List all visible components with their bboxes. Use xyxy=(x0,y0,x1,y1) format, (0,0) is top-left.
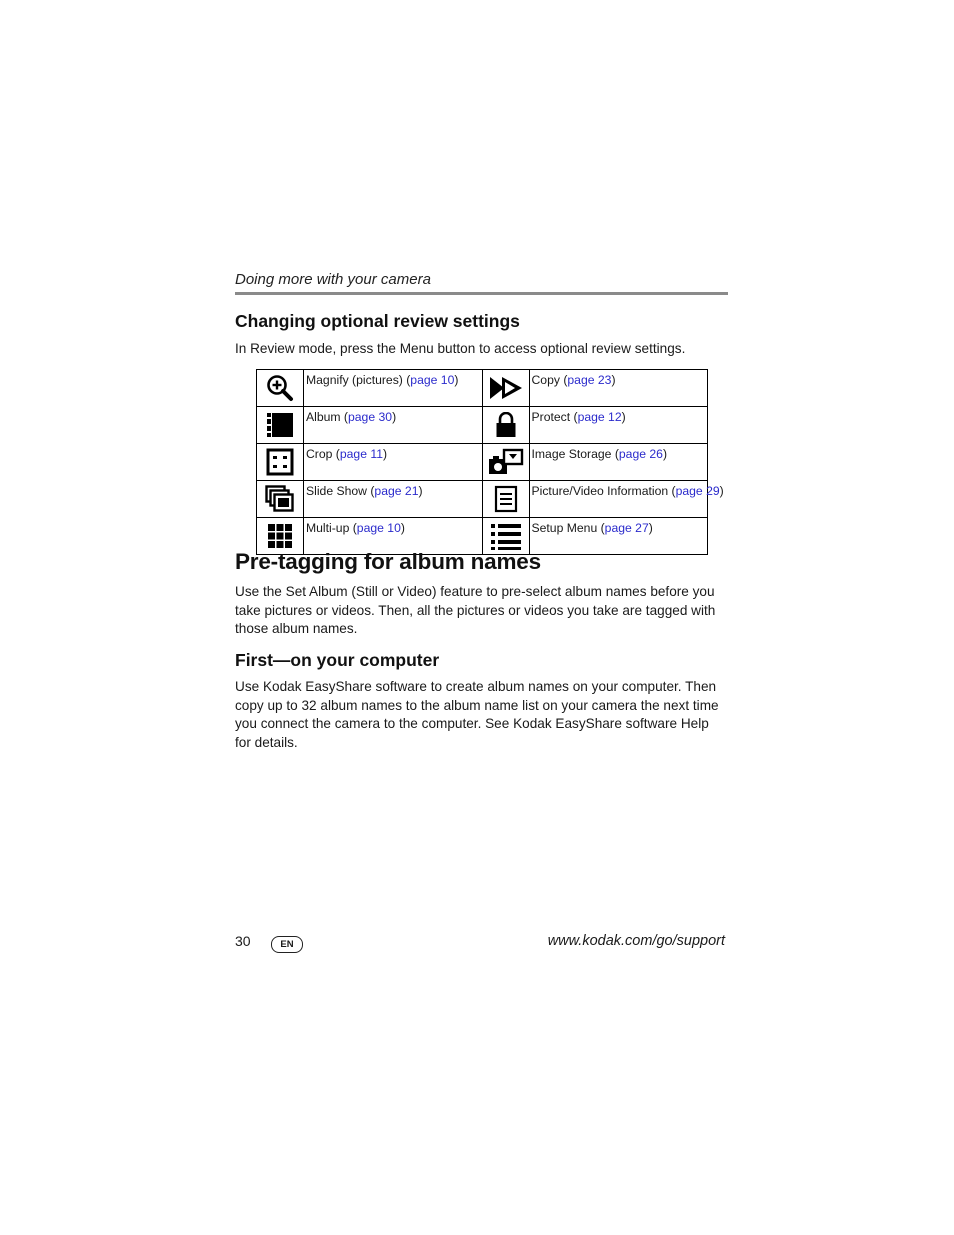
table-cell-icon xyxy=(482,370,529,407)
section-heading-review-settings: Changing optional review settings xyxy=(235,311,520,331)
table-cell-label xyxy=(304,444,483,481)
table-cell-icon xyxy=(257,407,304,444)
magnify-icon xyxy=(266,374,294,402)
paren-close: ) xyxy=(454,373,459,387)
header-rule xyxy=(235,292,728,295)
table-cell-icon xyxy=(257,481,304,518)
setting-label-magnify: Magnify (pictures) ( xyxy=(306,373,411,387)
page-link-setup-menu[interactable]: page 27 xyxy=(604,521,649,535)
running-head: Doing more with your camera xyxy=(235,271,431,288)
paren-close: ) xyxy=(418,484,423,498)
setting-label-slide-show: Slide Show ( xyxy=(306,484,375,498)
slideshow-icon xyxy=(265,485,295,513)
info-document-icon xyxy=(494,485,518,513)
crop-icon xyxy=(266,448,294,476)
table-row xyxy=(257,370,708,407)
paren-close: ) xyxy=(392,410,397,424)
pre-tagging-body: Use the Set Album (Still or Video) feature to pre-select album names before you take pictures or videos. Then, all the pictures or videos you take are tagged with those album names. xyxy=(235,584,716,637)
lock-icon xyxy=(495,412,517,438)
image-storage-icon xyxy=(488,448,524,476)
page-link-album[interactable]: page 30 xyxy=(348,410,393,424)
page-link-protect[interactable]: page 12 xyxy=(577,410,622,424)
setting-label-album: Album ( xyxy=(306,410,348,424)
language-badge: EN xyxy=(271,936,303,953)
page-link-info[interactable]: page 29 xyxy=(675,484,720,498)
page-link-slide-show[interactable]: page 21 xyxy=(374,484,419,498)
page-link-image-storage[interactable]: page 26 xyxy=(618,447,663,461)
table-cell-label xyxy=(529,407,708,444)
setting-label-multi-up: Multi-up ( xyxy=(306,521,357,535)
page-link-magnify[interactable]: page 10 xyxy=(410,373,455,387)
table-row xyxy=(257,444,708,481)
setting-label-copy: Copy ( xyxy=(531,373,568,387)
table-cell-icon xyxy=(257,444,304,481)
table-cell-label xyxy=(529,481,724,518)
section-heading-first-computer: First—on your computer xyxy=(235,650,440,670)
table-cell-label xyxy=(529,370,708,407)
table-cell-label xyxy=(304,370,483,407)
table-cell-icon xyxy=(482,444,529,481)
support-url[interactable]: www.kodak.com/go/support xyxy=(547,933,725,949)
setting-label-protect: Protect ( xyxy=(531,410,578,424)
page-title-pre-tagging: Pre-tagging for album names xyxy=(235,549,541,574)
paren-close: ) xyxy=(611,373,616,387)
table-row xyxy=(257,481,708,518)
page-link-crop[interactable]: page 11 xyxy=(339,447,384,461)
album-icon xyxy=(266,412,294,438)
page-link-copy[interactable]: page 23 xyxy=(567,373,612,387)
review-settings-intro: In Review mode, press the Menu button to access optional review settings. xyxy=(235,341,686,356)
table-cell-icon xyxy=(482,481,529,518)
setting-label-info: Picture/Video Information ( xyxy=(531,484,676,498)
setup-menu-icon xyxy=(490,522,522,550)
page-link-multi-up[interactable]: page 10 xyxy=(356,521,401,535)
setting-label-image-storage: Image Storage ( xyxy=(531,447,619,461)
page-footer xyxy=(235,932,728,954)
setting-label-crop: Crop ( xyxy=(306,447,340,461)
first-computer-body: Use Kodak EasyShare software to create album names on your computer. Then copy up to 32 album names to the album name list on your camera the next time you connect the camera to the computer. See Kodak EasyShare software Help for details. xyxy=(235,679,719,751)
paren-close: ) xyxy=(400,521,405,535)
multi-up-grid-icon xyxy=(267,523,293,549)
copy-icon xyxy=(489,375,523,401)
paren-close: ) xyxy=(719,484,724,498)
paren-close: ) xyxy=(648,521,653,535)
paren-close: ) xyxy=(383,447,388,461)
page-number: 30 xyxy=(235,933,251,949)
table-cell-label xyxy=(304,481,483,518)
table-cell-icon xyxy=(257,370,304,407)
table-row xyxy=(257,407,708,444)
setting-label-setup-menu: Setup Menu ( xyxy=(531,521,605,535)
table-cell-label xyxy=(529,444,708,481)
paren-close: ) xyxy=(662,447,668,461)
paren-close: ) xyxy=(621,410,626,424)
review-settings-table xyxy=(256,369,724,555)
table-cell-label xyxy=(304,407,483,444)
table-cell-label xyxy=(529,518,708,555)
table-cell-icon xyxy=(482,407,529,444)
